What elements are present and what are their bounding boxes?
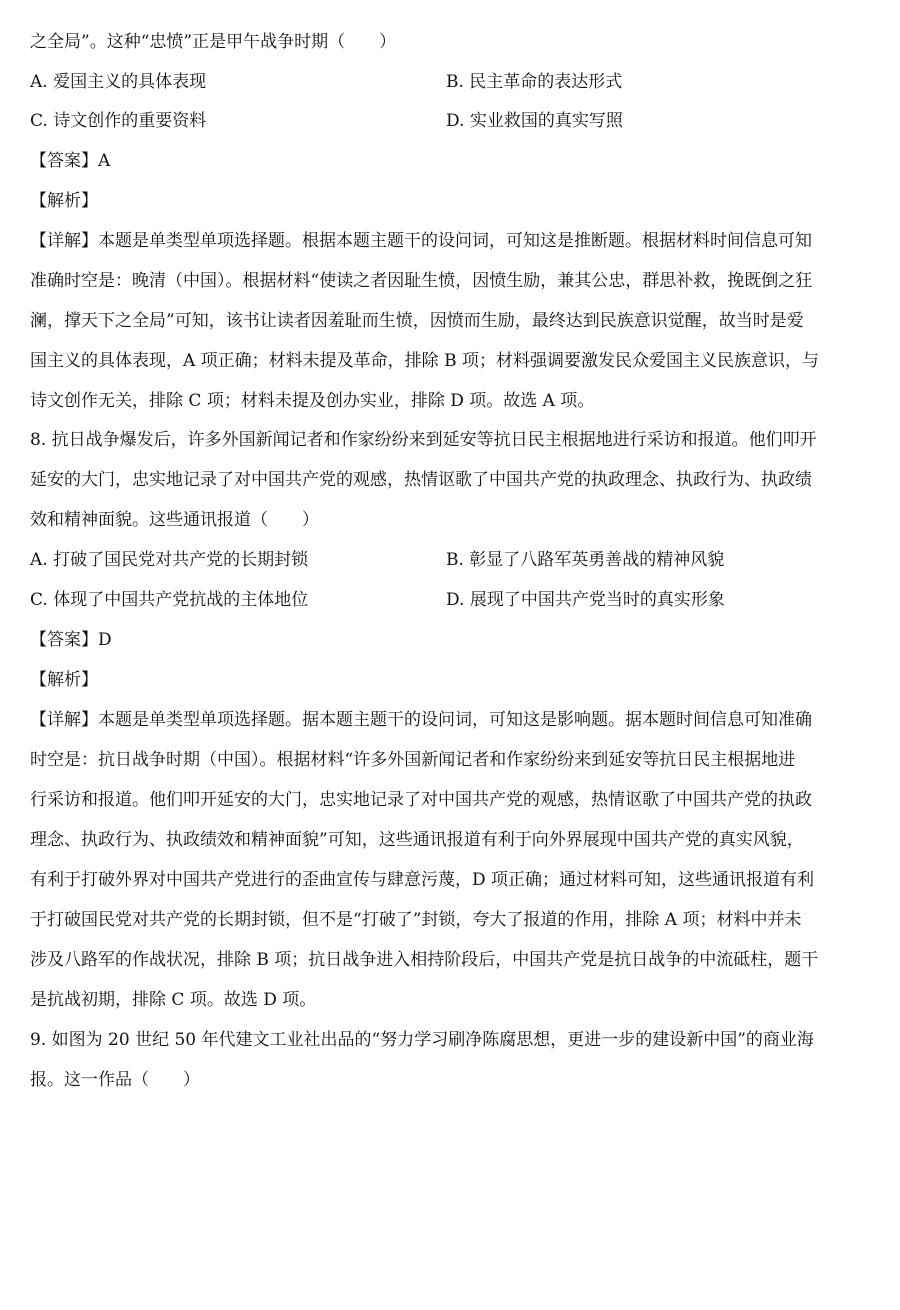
q8-option-c: C. 体现了中国共产党抗战的主体地位 — [30, 590, 309, 610]
q7-analysis-heading: 【解析】 — [30, 191, 98, 211]
q7-detail-line: 准确时空是：晚清（中国）。根据材料“使读之者因耻生愤，因愤生励，兼其公忠，群思补救，挽既倒之狂 — [30, 271, 813, 291]
q8-detail-line: 涉及八路军的作战状况，排除 B 项；抗日战争进入相持阶段后，中国共产党是抗日战争的中流砥柱，题干 — [30, 950, 819, 970]
q8-detail-line: 是抗战初期，排除 C 项。故选 D 项。 — [30, 990, 317, 1010]
q9-stem-line: 报。这一作品（ ） — [30, 1070, 200, 1090]
q8-stem-line: 8. 抗日战争爆发后，许多外国新闻记者和作家纷纷来到延安等抗日民主根据地进行采访和报道。他们叩开 — [30, 430, 817, 450]
q8-option-a: A. 打破了国民党对共产党的长期封锁 — [30, 550, 309, 570]
q8-stem-line: 延安的大门，忠实地记录了对中国共产党的观感，热情讴歌了中国共产党的执政理念、执政行为、执政绩 — [30, 470, 812, 490]
q8-option-b: B. 彰显了八路军英勇善战的精神风貌 — [446, 550, 725, 570]
q8-detail-line: 于打破国民党对共产党的长期封锁，但不是“打破了”封锁，夸大了报道的作用，排除 A 项；材料中并未 — [30, 910, 802, 930]
q9-stem-line: 9. 如图为 20 世纪 50 年代建文工业社出品的“努力学习刷净陈腐思想，更进一步的建设新中国”的商业海 — [30, 1030, 814, 1050]
q8-detail-line: 时空是：抗日战争时期（中国）。根据材料“许多外国新闻记者和作家纷纷来到延安等抗日民主根据地进 — [30, 750, 796, 770]
q8-stem-line: 效和精神面貌。这些通讯报道（ ） — [30, 510, 319, 530]
q7-stem-tail: 之全局”。这种“忠愤”正是甲午战争时期（ ） — [30, 32, 397, 52]
q7-option-b: B. 民主革命的表达形式 — [446, 72, 623, 92]
q7-option-a: A. 爱国主义的具体表现 — [30, 72, 207, 92]
q7-detail-line: 澜，撑天下之全局”可知，该书让读者因羞耻而生愤，因愤而生励，最终达到民族意识觉醒，故当时是爱 — [30, 311, 804, 331]
q8-option-d: D. 展现了中国共产党当时的真实形象 — [446, 590, 725, 610]
q7-detail-line: 【详解】本题是单类型单项选择题。根据本题主题干的设问词，可知这是推断题。根据材料时间信息可知 — [30, 231, 812, 251]
q7-option-d: D. 实业救国的真实写照 — [446, 111, 623, 131]
q7-detail-line: 诗文创作无关，排除 C 项；材料未提及创办实业，排除 D 项。故选 A 项。 — [30, 391, 595, 411]
q8-detail-line: 行采访和报道。他们叩开延安的大门，忠实地记录了对中国共产党的观感，热情讴歌了中国共产党的执政 — [30, 790, 812, 810]
q7-option-c: C. 诗文创作的重要资料 — [30, 111, 207, 131]
q7-answer: 【答案】A — [30, 151, 111, 171]
q8-detail-line: 理念、执政行为、执政绩效和精神面貌”可知，这些通讯报道有利于向外界展现中国共产党的真实风貌， — [30, 830, 804, 850]
q8-detail-line: 有利于打破外界对中国共产党进行的歪曲宣传与肆意污蔑，D 项正确；通过材料可知，这些通讯报道有利 — [30, 870, 815, 890]
q8-answer: 【答案】D — [30, 630, 112, 650]
q8-detail-line: 【详解】本题是单类型单项选择题。据本题主题干的设问词，可知这是影响题。据本题时间信息可知准确 — [30, 710, 812, 730]
q8-analysis-heading: 【解析】 — [30, 670, 98, 690]
q7-detail-line: 国主义的具体表现，A 项正确；材料未提及革命，排除 B 项；材料强调要激发民众爱国主义民族意识，与 — [30, 351, 819, 371]
